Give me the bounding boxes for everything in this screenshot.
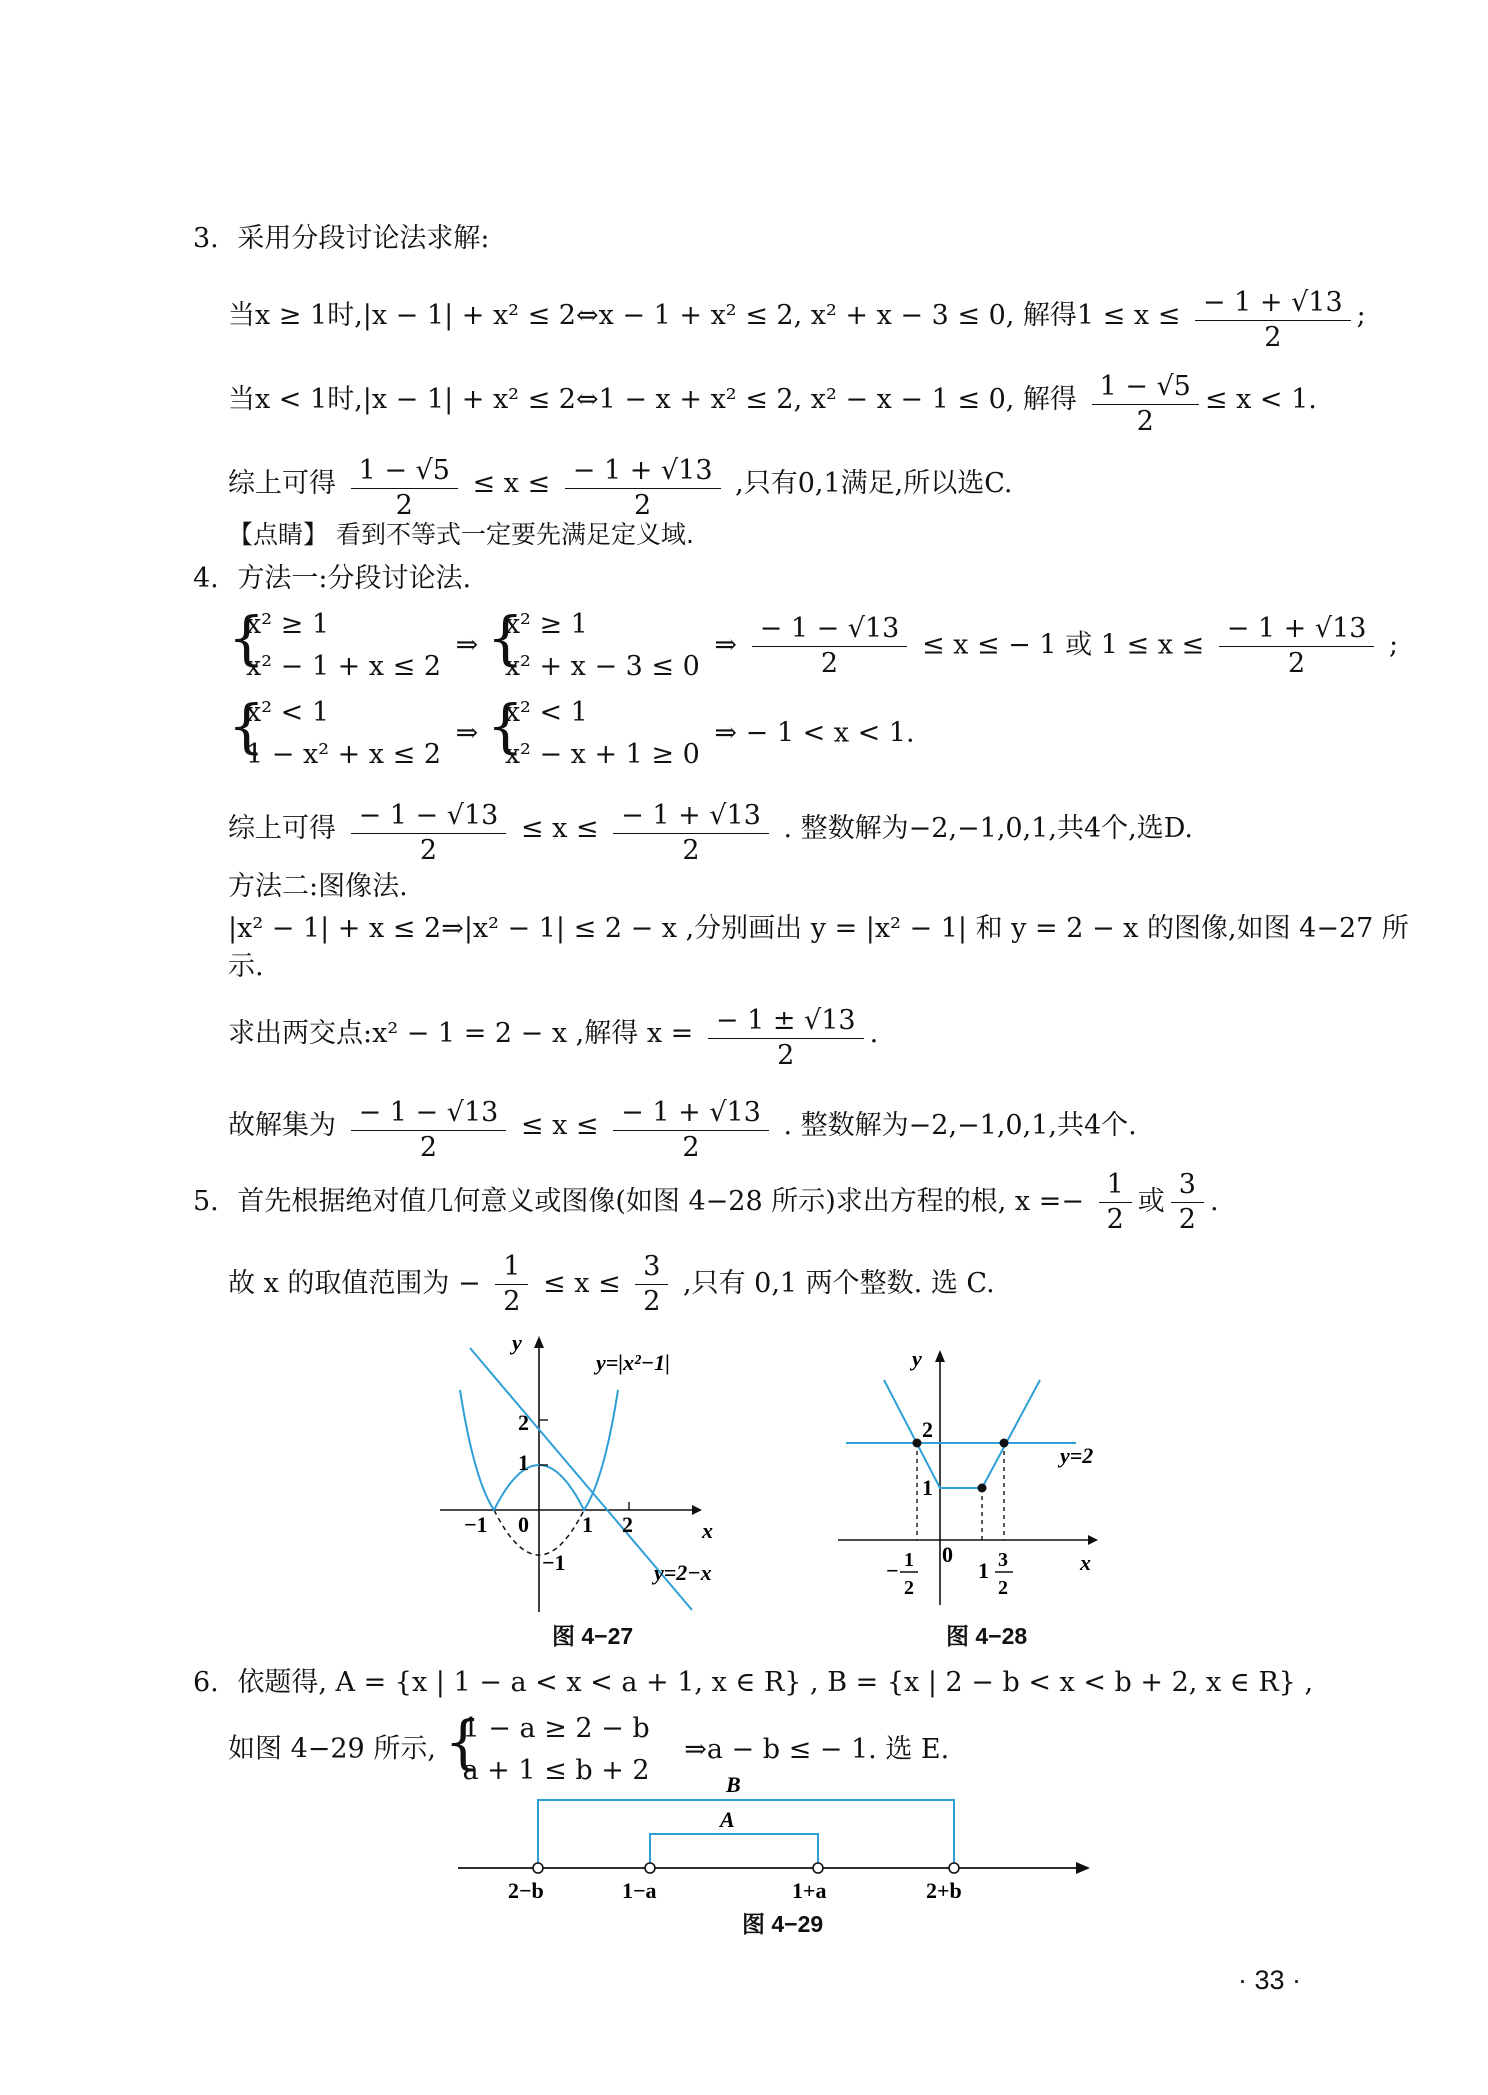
fraction: $\frac{1}{2}$: [1099, 1168, 1132, 1237]
fig27-tick-ym1: −1: [542, 1550, 566, 1575]
fig27-tick-x2: 2: [622, 1512, 633, 1537]
item-number: 5.: [193, 1186, 219, 1217]
fig27-tick-2: 2: [518, 1410, 529, 1435]
figure-4-27: [430, 1320, 760, 1620]
fig28-three-half-den: 2: [998, 1577, 1008, 1599]
fraction: $\frac{3}{2}$: [1171, 1168, 1204, 1237]
figure-4-29-caption: 图 4−29: [742, 1911, 824, 1937]
fig27-x-label: x: [702, 1518, 713, 1543]
problem-3-case2: 当x < 1时,|x − 1| + x² ≤ 2⇔1 − x + x² ≤ 2, x² − x − 1 ≤ 0, 解得 $\frac{1 - √5}{2}$ ≤ x < 1.: [228, 371, 1317, 437]
fig28-x-label: x: [1080, 1550, 1091, 1575]
problem-6-line1: 6. 依题得, A = {x | 1 − a < x < a + 1, x ∈ R} , B = {x | 2 − b < x < b + 2, x ∈ R} ,: [193, 1667, 1314, 1698]
fraction: $\frac{- 1 + √13}{2}$: [613, 799, 769, 868]
fig28-tick-x1: 1: [978, 1558, 989, 1583]
problem-6-line2: 如图 4−29 所示, { 1 − a ≥ 2 − b a + 1 ≤ b + 2 ⇒a − b ≤ − 1. 选 E.: [228, 1708, 949, 1792]
item-number: 3.: [193, 223, 219, 254]
fig28-line-label: y=2: [1060, 1443, 1094, 1468]
fig29-label-A: A: [720, 1807, 735, 1832]
fig29-tick-1-a: 1−a: [622, 1878, 657, 1900]
fraction: $\frac{- 1 + √13}{2}$: [565, 454, 721, 523]
fig28-y-label: y: [912, 1346, 922, 1371]
fig27-tick-x1: 1: [582, 1512, 593, 1537]
fig27-y-label: y: [512, 1330, 522, 1355]
fig27-tick-0: 0: [518, 1512, 529, 1537]
item-number: 6.: [193, 1667, 219, 1698]
figure-4-29: [450, 1770, 1100, 1900]
equation-system: { x² ≥ 1 x² − 1 + x ≤ 2: [228, 604, 441, 682]
problem-4-summary: 综上可得 $\frac{- 1 - √13}{2}$ ≤ x ≤ $\frac{- 1 + √13}{2}$ . 整数解为−2,−1,0,1,共4个,选D.: [228, 800, 1193, 866]
problem-3-intro: 3. 采用分段讨论法求解:: [193, 223, 490, 254]
fraction: $\frac{- 1 - √13}{2}$: [351, 1096, 507, 1165]
fig28-half-num: 1: [904, 1549, 914, 1571]
fraction: $\frac{3}{2}$: [635, 1250, 668, 1319]
fraction: $\frac{1 - √5}{2}$: [1092, 370, 1199, 439]
fig29-tick-1+a: 1+a: [792, 1878, 827, 1900]
fraction: $\frac{- 1 - √13}{2}$: [752, 612, 908, 681]
problem-5-line2: 故 x 的取值范围为 − $\frac{1}{2}$ ≤ x ≤ $\frac{3}{2}$ ,只有 0,1 两个整数. 选 C.: [228, 1251, 995, 1317]
fraction: $\frac{- 1 + √13}{2}$: [613, 1096, 769, 1165]
fig27-curve-label: y=|x²−1|: [596, 1350, 670, 1375]
corner-point: [978, 1484, 987, 1493]
problem-4-method1: 4. 方法一:分段讨论法.: [193, 563, 472, 594]
fraction: $\frac{- 1 \pm √13}{2}$: [708, 1004, 864, 1073]
fraction: $\frac{1}{2}$: [495, 1250, 528, 1319]
interval-A: [650, 1834, 818, 1868]
problem-4-case2: { x² < 1 1 − x² + x ≤ 2 ⇒ { x² < 1 x² − x + 1 ≥ 0 ⇒ − 1 < x < 1.: [228, 692, 915, 776]
fraction: $\frac{- 1 + √13}{2}$: [1195, 286, 1351, 355]
problem-3-case1: 当x ≥ 1时,|x − 1| + x² ≤ 2⇔x − 1 + x² ≤ 2, x² + x − 3 ≤ 0, 解得1 ≤ x ≤ $\frac{- 1 + √13}{2}$ ;: [228, 287, 1366, 353]
figure-4-27-caption: 图 4−27: [552, 1623, 634, 1649]
problem-3-summary: 综上可得 $\frac{1 - √5}{2}$ ≤ x ≤ $\frac{- 1 + √13}{2}$ ,只有0,1满足,所以选C.: [228, 455, 1013, 521]
fig29-tick-2+b: 2+b: [926, 1878, 962, 1900]
equation-system: { x² ≥ 1 x² + x − 3 ≤ 0: [486, 604, 700, 682]
fig29-label-B: B: [726, 1772, 741, 1797]
problem-4-solution-set: 故解集为 $\frac{- 1 - √13}{2}$ ≤ x ≤ $\frac{- 1 + √13}{2}$ . 整数解为−2,−1,0,1,共4个.: [228, 1097, 1137, 1163]
fig28-tick-1: 1: [922, 1475, 933, 1500]
problem-3-tip: 【点睛】 看到不等式一定要先满足定义域.: [228, 520, 694, 549]
fig28-three-half-num: 3: [998, 1549, 1008, 1571]
fraction: $\frac{- 1 - √13}{2}$: [351, 799, 507, 868]
fraction: $\frac{1 - √5}{2}$: [351, 454, 458, 523]
equation-system: { x² < 1 x² − x + 1 ≥ 0: [486, 692, 700, 770]
y-axis-arrow: [534, 1336, 544, 1348]
fraction: $\frac{- 1 + √13}{2}$: [1219, 612, 1375, 681]
problem-4-method2: 方法二:图像法.: [228, 871, 408, 902]
fig27-tick-1: 1: [518, 1450, 529, 1475]
fig27-line-label: y=2−x: [654, 1560, 712, 1585]
problem-4-case1: { x² ≥ 1 x² − 1 + x ≤ 2 ⇒ { x² ≥ 1 x² + x − 3 ≤ 0 ⇒ $\frac{- 1 - √13}{2}$ ≤ x ≤ − 1 或 1 ≤ x ≤ $\frac{- 1 + √13}{2}$ ;: [228, 604, 1398, 688]
fig29-tick-2-b: 2−b: [508, 1878, 544, 1900]
equation-system: { x² < 1 1 − x² + x ≤ 2: [228, 692, 441, 770]
figure-4-28: [830, 1340, 1130, 1610]
item-number: 4.: [193, 563, 219, 594]
x-axis-arrow: [692, 1505, 702, 1515]
x-axis-arrow: [1088, 1535, 1098, 1545]
fig28-half-den: 2: [904, 1577, 914, 1599]
fig27-tick-minus1: −1: [464, 1512, 488, 1537]
fig28-tick-0: 0: [942, 1542, 953, 1567]
intersection-point: [1000, 1439, 1009, 1448]
intersection-point: [913, 1439, 922, 1448]
problem-4-intersections: 求出两交点:x² − 1 = 2 − x ,解得 x = $\frac{- 1 \pm √13}{2}$ .: [228, 1005, 879, 1071]
piecewise-curve: [884, 1380, 1040, 1488]
problem-4-graph-line2: 示.: [228, 951, 264, 982]
page-number: · 33 ·: [1238, 1965, 1302, 1995]
equation-system: { 1 − a ≥ 2 − b a + 1 ≤ b + 2: [444, 1708, 650, 1786]
number-line-arrow: [1076, 1862, 1090, 1874]
fig28-tick-2: 2: [922, 1417, 933, 1442]
problem-4-graph-line1: |x² − 1| + x ≤ 2⇒|x² − 1| ≤ 2 − x ,分别画出 y = |x² − 1| 和 y = 2 − x 的图像,如图 4−27 所: [228, 913, 1409, 944]
figure-4-28-caption: 图 4−28: [946, 1623, 1028, 1649]
fig28-minus-sign: −: [886, 1558, 899, 1583]
y-axis-arrow: [935, 1350, 945, 1362]
problem-5-line1: 5. 首先根据绝对值几何意义或图像(如图 4−28 所示)求出方程的根, x =− $\frac{1}{2}$ 或 $\frac{3}{2}$ .: [193, 1169, 1219, 1235]
